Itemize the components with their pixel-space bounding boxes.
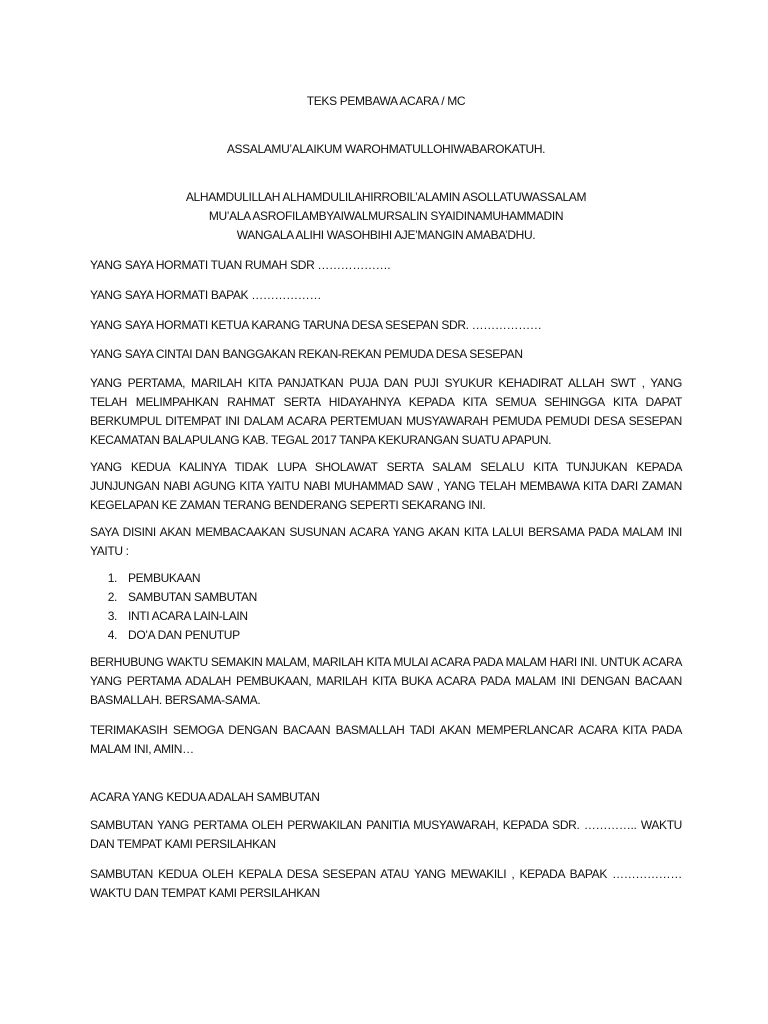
paragraph: YANG PERTAMA, MARILAH KITA PANJATKAN PUJA DAN PUJI SYUKUR KEHADIRAT ALLAH SWT , YANG TELAH MELIMPAHKAN RAHMAT SERTA HIDAYAHNYA KEPADA KITA SEMUA SEHINGGA KITA DAPAT BERKUMPUL DITEMPAT INI DALAM ACARA PERTEMUAN MUSYAWARAH PEMUDA PEMUDI DESA SESEPAN KECAMATAN BALAPULANG KAB. TEGAL 2017 TANPA KEKURANGAN SUATU APAPUN.	[90, 376, 682, 447]
paragraph: BERHUBUNG WAKTU SEMAKIN MALAM, MARILAH KITA MULAI ACARA PADA MALAM HARI INI. UNTUK ACARA YANG PERTAMA ADALAH PEMBUKAAN, MARILAH KITA BUKA ACARA PADA MALAM INI DENGAN BACAAN BASMALLAH. BERSAMA-SAMA.	[90, 655, 682, 707]
respect-line: YANG SAYA CINTAI DAN BANGGAKAN REKAN-REKAN PEMUDA DESA SESEPAN	[90, 347, 523, 361]
section-heading: ACARA YANG KEDUA ADALAH SAMBUTAN	[90, 790, 320, 804]
agenda-item: 2. SAMBUTAN SAMBUTAN	[120, 588, 682, 607]
respect-line: YANG SAYA HORMATI TUAN RUMAH SDR ……………….	[90, 258, 391, 272]
respect-line: YANG SAYA HORMATI BAPAK ………………	[90, 288, 322, 302]
agenda-list	[90, 569, 682, 645]
agenda-item: 3. INTI ACARA LAIN-LAIN	[120, 607, 682, 626]
greeting: ASSALAMU’ALAIKUM WAROHMATULLOHIWABAROKATUH.	[226, 142, 546, 156]
paragraph: SAYA DISINI AKAN MEMBACAAKAN SUSUNAN ACARA YANG AKAN KITA LALUI BERSAMA PADA MALAM INI YAITU :	[90, 525, 682, 558]
paragraph: SAMBUTAN KEDUA OLEH KEPALA DESA SESEPAN ATAU YANG MEWAKILI , KEPADA BAPAK ……………… WAKTU DAN TEMPAT KAMI PERSILAHKAN	[90, 867, 682, 900]
respect-line: YANG SAYA HORMATI KETUA KARANG TARUNA DESA SESEPAN SDR. ………………	[90, 318, 542, 332]
paragraph: YANG KEDUA KALINYA TIDAK LUPA SHOLAWAT SERTA SALAM SELALU KITA TUNJUKAN KEPADA JUNJUNGAN NABI AGUNG KITA YAITU NABI MUHAMMAD SAW , YANG TELAH MEMBAWA KITA DARI ZAMAN KEGELAPAN KE ZAMAN TERANG BENDERANG SEPERTI SEKARANG INI.	[90, 460, 682, 512]
opening-prayer	[90, 188, 682, 245]
paragraph: SAMBUTAN YANG PERTAMA OLEH PERWAKILAN PANITIA MUSYAWARAH, KEPADA SDR. ………….. WAKTU DAN TEMPAT KAMI PERSILAHKAN	[90, 818, 682, 851]
opening-line: WANGALA ALIHI WASOHBIHI AJE’MANGIN AMABA’DHU.	[236, 228, 536, 242]
document-title: TEKS PEMBAWA ACARA / MC	[306, 94, 466, 108]
agenda-item: 1. PEMBUKAAN	[120, 569, 682, 588]
opening-line: ALHAMDULILLAH ALHAMDULILAHIRROBIL’ALAMIN ASOLLATUWASSALAM	[185, 190, 587, 204]
paragraph: TERIMAKASIH SEMOGA DENGAN BACAAN BASMALLAH TADI AKAN MEMPERLANCAR ACARA KITA PADA MALAM INI, AMIN…	[90, 723, 682, 756]
agenda-item: 4. DO’A DAN PENUTUP	[120, 626, 682, 645]
opening-line: MU’ALA ASROFILAMBYAIWALMURSALIN SYAIDINAMUHAMMADIN	[208, 209, 564, 223]
